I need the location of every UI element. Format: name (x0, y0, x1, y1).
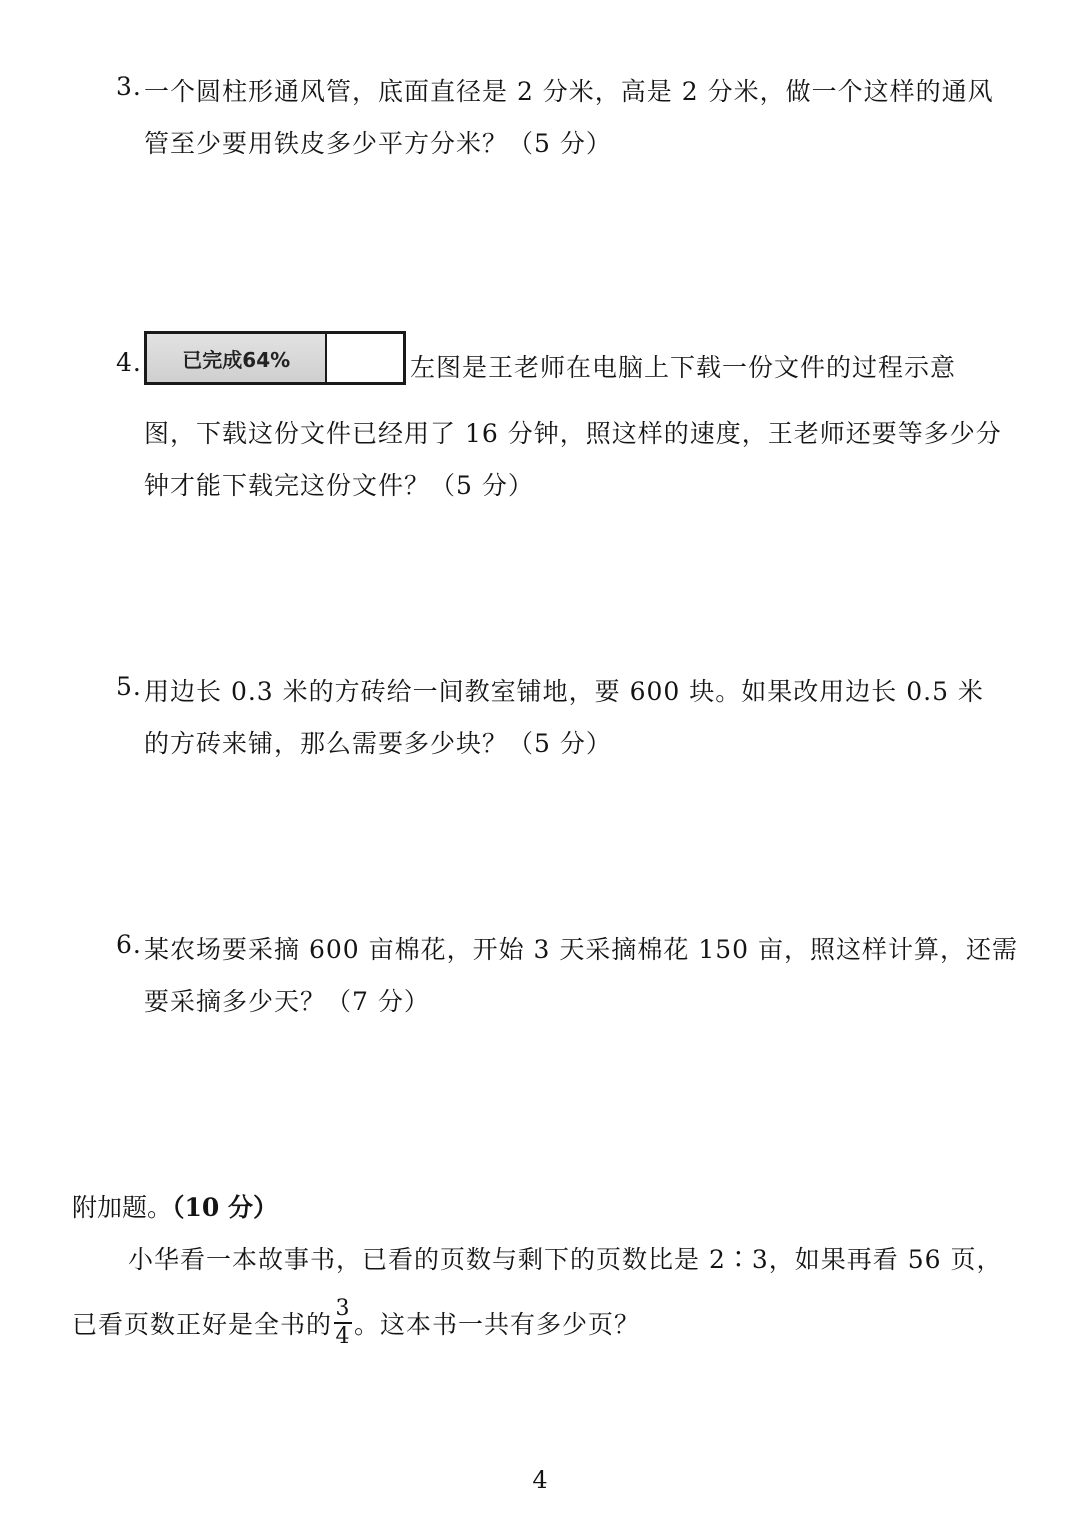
question-number: 3. (116, 72, 142, 101)
question-text-line: 左图是王老师在电脑上下载一份文件的过程示意 (410, 353, 957, 382)
extra-text-before: 已看页数正好是全书的 (72, 1310, 333, 1339)
fraction-denominator: 4 (335, 1324, 351, 1349)
extra-text-after: 。这本书一共有多少页？ (354, 1310, 641, 1339)
question-text-line: 钟才能下载完这份文件？（5 分） (144, 471, 534, 500)
extra-points: （10 分） (172, 1193, 279, 1222)
extra-question-title (72, 1188, 278, 1224)
extra-question-line (72, 1296, 640, 1350)
question-text-line: 要采摘多少天？（7 分） (144, 987, 430, 1016)
question-number: 4. (116, 348, 142, 377)
question-text-line: 用边长 0.3 米的方砖给一间教室铺地，要 600 块。如果改用边长 0.5 米 (144, 677, 984, 706)
question-text-line: 图，下载这份文件已经用了 16 分钟，照这样的速度，王老师还要等多少分 (144, 419, 1002, 448)
download-progress-bar (144, 331, 406, 385)
extra-question-line: 小华看一本故事书，已看的页数与剩下的页数比是 2∶3，如果再看 56 页， (128, 1245, 1003, 1274)
question-number: 5. (116, 672, 142, 701)
question-text-line: 某农场要采摘 600 亩棉花，开始 3 天采摘棉花 150 亩，照这样计算，还需 (144, 935, 1019, 964)
question-number: 6. (116, 930, 142, 959)
question-text-line: 的方砖来铺，那么需要多少块？（5 分） (144, 729, 612, 758)
progress-label: 已完成64% (182, 347, 291, 372)
question-text-line: 一个圆柱形通风管，底面直径是 2 分米，高是 2 分米，做一个这样的通风 (144, 77, 994, 106)
fraction-numerator: 3 (335, 1296, 351, 1321)
fraction (334, 1296, 352, 1350)
page-number: 4 (532, 1466, 548, 1494)
extra-title-text: 附加题。 (72, 1193, 173, 1222)
progress-fill (147, 334, 327, 382)
question-text-line: 管至少要用铁皮多少平方分米？（5 分） (144, 129, 612, 158)
